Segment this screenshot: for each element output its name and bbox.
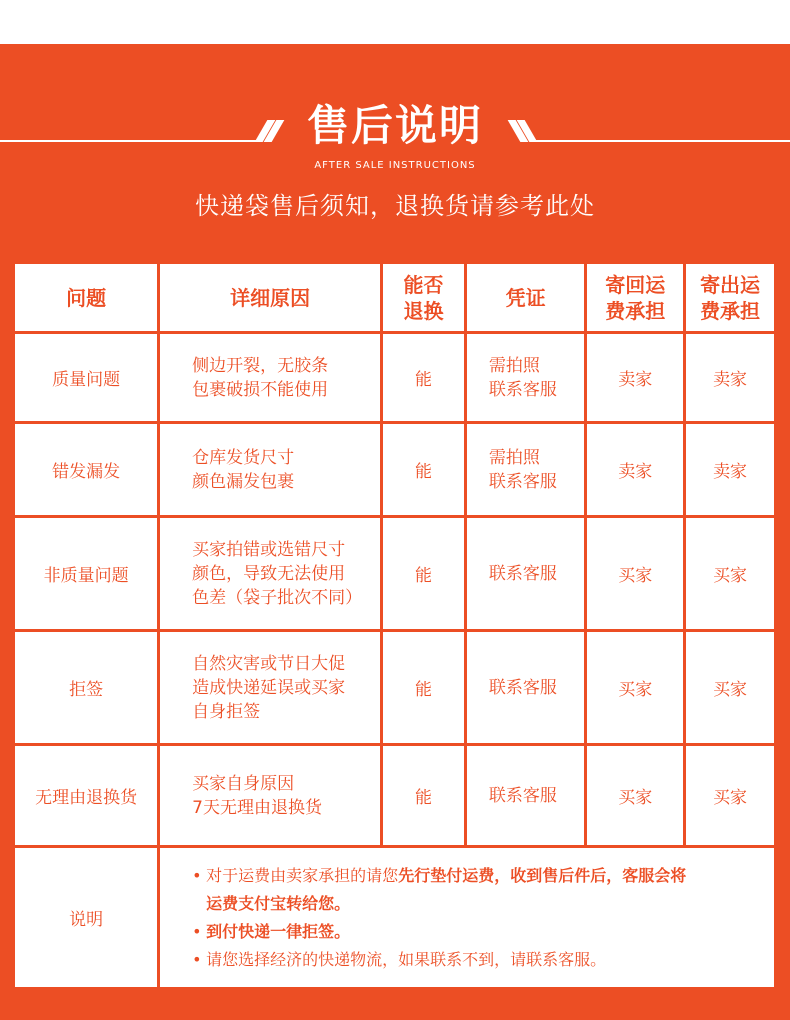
cell-issue: 错发漏发 [14, 423, 159, 517]
reason-line: 侧边开裂，无胶条 [192, 355, 329, 376]
cell-send-fee: 卖家 [685, 423, 776, 517]
cell-send-fee: 买家 [685, 517, 776, 631]
cell-proof [465, 745, 585, 847]
bullet-icon: • [192, 949, 202, 969]
proof-line: 需拍照 [488, 447, 540, 468]
reason-line: 自然灾害或节日大促 [192, 653, 346, 674]
header-reason: 详细原因 [159, 263, 382, 333]
subtitle-english: AFTER SALE INSTRUCTIONS [314, 160, 476, 171]
proof-line: 联系客服 [488, 563, 557, 584]
proof-line: 联系客服 [488, 379, 557, 400]
bullet-icon: • [192, 865, 202, 885]
reason-line: 7天无理由退换货 [192, 797, 322, 818]
cell-return-fee: 买家 [586, 745, 685, 847]
cell-reason [159, 745, 382, 847]
cell-proof [465, 631, 585, 745]
cell-reason [159, 423, 382, 517]
page-title: 售后说明 [306, 101, 483, 150]
table-row [14, 745, 776, 847]
reason-line: 买家自身原因 [192, 773, 295, 794]
cell-issue: 无理由退换货 [14, 745, 159, 847]
note-line-3 [192, 946, 762, 974]
proof-line: 需拍照 [488, 355, 540, 376]
cell-proof [465, 517, 585, 631]
title-row [0, 98, 790, 158]
header-proof: 凭证 [465, 263, 585, 333]
header-send-fee-text: 寄出运费承担 [700, 272, 761, 323]
title-rule-right [530, 140, 790, 142]
reason-line: 包裹破损不能使用 [192, 379, 329, 400]
cell-issue: 拒签 [14, 631, 159, 745]
cell-returnable: 能 [382, 333, 466, 423]
header-returnable [382, 263, 466, 333]
table-row [14, 333, 776, 423]
note-line-2 [192, 918, 762, 946]
cell-return-fee: 卖家 [586, 333, 685, 423]
reason-line: 自身拒签 [192, 701, 261, 722]
after-sale-table [12, 261, 777, 990]
cell-reason [159, 517, 382, 631]
note-label: 说明 [14, 847, 159, 989]
bullet-icon: • [192, 921, 202, 941]
note-line-1-bold: 先行垫付运费，收到售后件后，客服会将 [398, 865, 687, 885]
reason-line: 色差（袋子批次不同） [192, 587, 363, 608]
proof-line: 联系客服 [488, 785, 557, 806]
cell-send-fee: 卖家 [685, 333, 776, 423]
cell-proof [465, 423, 585, 517]
reason-line: 颜色，导致无法使用 [192, 563, 346, 584]
cell-returnable: 能 [382, 423, 466, 517]
table-row [14, 631, 776, 745]
table-row [14, 517, 776, 631]
note-line-2-text: 到付快递一律拒签。 [206, 921, 351, 941]
cell-return-fee: 买家 [586, 631, 685, 745]
reason-line: 买家拍错或选错尺寸 [192, 539, 346, 560]
note-content [159, 847, 776, 989]
note-line-3-text: 请您选择经济的快递物流，如果联系不到，请联系客服。 [206, 949, 607, 969]
reason-line: 仓库发货尺寸 [192, 447, 295, 468]
proof-line: 联系客服 [488, 471, 557, 492]
note-line-1-continued: 运费支付宝转给您。 [206, 893, 351, 913]
header-send-fee [685, 263, 776, 333]
cell-issue: 质量问题 [14, 333, 159, 423]
cell-reason [159, 333, 382, 423]
cell-returnable: 能 [382, 631, 466, 745]
proof-line: 联系客服 [488, 677, 557, 698]
note-line-1 [192, 862, 762, 890]
cell-reason [159, 631, 382, 745]
cell-returnable: 能 [382, 745, 466, 847]
cell-send-fee: 买家 [685, 745, 776, 847]
cell-return-fee: 买家 [586, 517, 685, 631]
cell-issue: 非质量问题 [14, 517, 159, 631]
subtitle-chinese: 快递袋售后须知，退换货请参考此处 [195, 192, 595, 220]
table-row [14, 423, 776, 517]
cell-return-fee: 卖家 [586, 423, 685, 517]
note-line-1-prefix: 对于运费由卖家承担的请您 [206, 865, 399, 885]
table-header-row [14, 263, 776, 333]
reason-line: 造成快递延误或买家 [192, 677, 346, 698]
cell-send-fee: 买家 [685, 631, 776, 745]
header-return-fee-text: 寄回运费承担 [605, 272, 666, 323]
reason-line: 颜色漏发包裹 [192, 471, 295, 492]
cell-returnable: 能 [382, 517, 466, 631]
note-row [14, 847, 776, 989]
header-return-fee [586, 263, 685, 333]
header-issue: 问题 [14, 263, 159, 333]
cell-proof [465, 333, 585, 423]
header-returnable-text: 能否退换 [403, 272, 444, 323]
